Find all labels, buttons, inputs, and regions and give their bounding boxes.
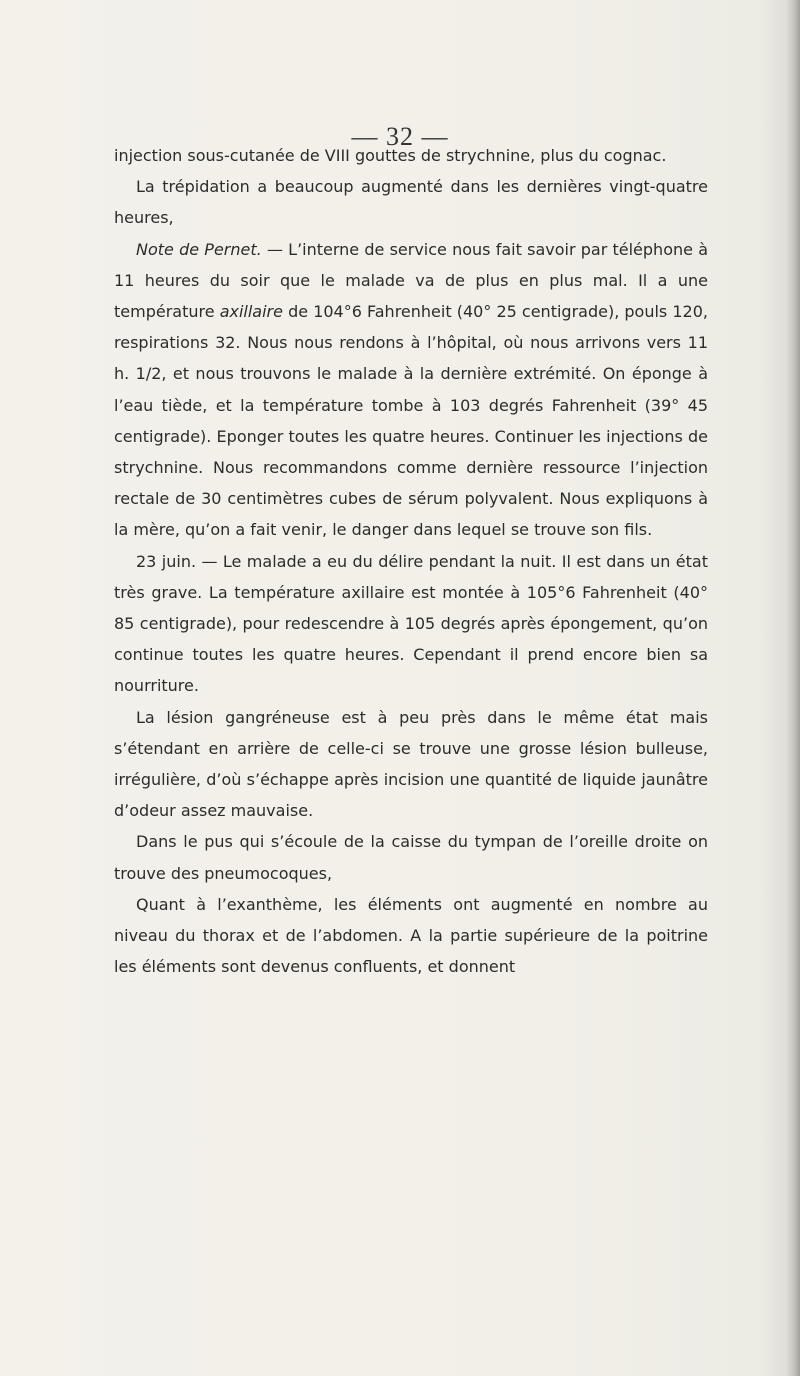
italic-heading: Note de Pernet. [136, 239, 262, 259]
page-number: — 32 — [351, 122, 449, 151]
paragraph-4 [114, 546, 708, 702]
paragraph-6 [114, 826, 708, 888]
paragraph-text: — L’interne de service nous fait savoir par téléphone à 11 heures du soir que le malade va de plus en plus mal. Il a une température [114, 239, 708, 322]
paragraph-3 [114, 234, 708, 546]
paragraph-text: La lésion gangréneuse est à peu près dans le même état mais s’étendant en arrière de celle-ci se trouve une grosse lésion bulleuse, irrégulière, d’où s’échappe après incision une quantité de liquide jaunâtre d’odeur assez mauvaise. [114, 707, 708, 821]
paragraph-2 [114, 171, 708, 233]
paragraph-7 [114, 889, 708, 983]
body-text [114, 140, 708, 982]
paragraph-text: Quant à l’exanthème, les éléments ont augmenté en nombre au niveau du thorax et de l’abdomen. A la partie supérieure de la poitrine les éléments sont devenus confluents, et donnent [114, 894, 708, 977]
italic-word: axillaire [219, 302, 283, 322]
paragraph-text: 23 juin. — Le malade a eu du délire pendant la nuit. Il est dans un état très grave. La température axillaire est montée à 105°6 Fahrenheit (40° 85 centigrade), pour redescendre à 105 degrés après épongement, qu’on continue toutes les quatre heures. Cependant il prend encore bien sa nourriture. [114, 551, 708, 696]
paragraph-1 [114, 140, 708, 171]
paragraph-text: Dans le pus qui s’écoule de la caisse du tympan de l’oreille droite on trouve des pneumocoques, [114, 832, 708, 883]
paragraph-5 [114, 702, 708, 827]
paragraph-text: de 104°6 Fahrenheit (40° 25 centigrade), pouls 120, respirations 32. Nous nous rendons à l’hôpital, où nous arrivons vers 11 h. 1/2, et nous trouvons le malade à la dernière extrémité. On éponge à l’eau tiède, et la température tombe à 103 degrés Fahrenheit (39° 45 centigrade). Eponger toutes les quatre heures. Continuer les injections de strychnine. Nous recommandons comme dernière ressource l’injection rectale de 30 centimètres cubes de sérum polyvalent. Nous expliquons à la mère, qu’on a fait venir, le danger dans lequel se trouve son fils. [114, 302, 708, 540]
paragraph-text: La trépidation a beaucoup augmenté dans les dernières vingt-quatre heures, [114, 177, 708, 228]
paragraph-text: injection sous-cutanée de VIII gouttes de strychnine, plus du cognac. [114, 146, 667, 165]
page-edge-shadow [786, 0, 800, 1376]
